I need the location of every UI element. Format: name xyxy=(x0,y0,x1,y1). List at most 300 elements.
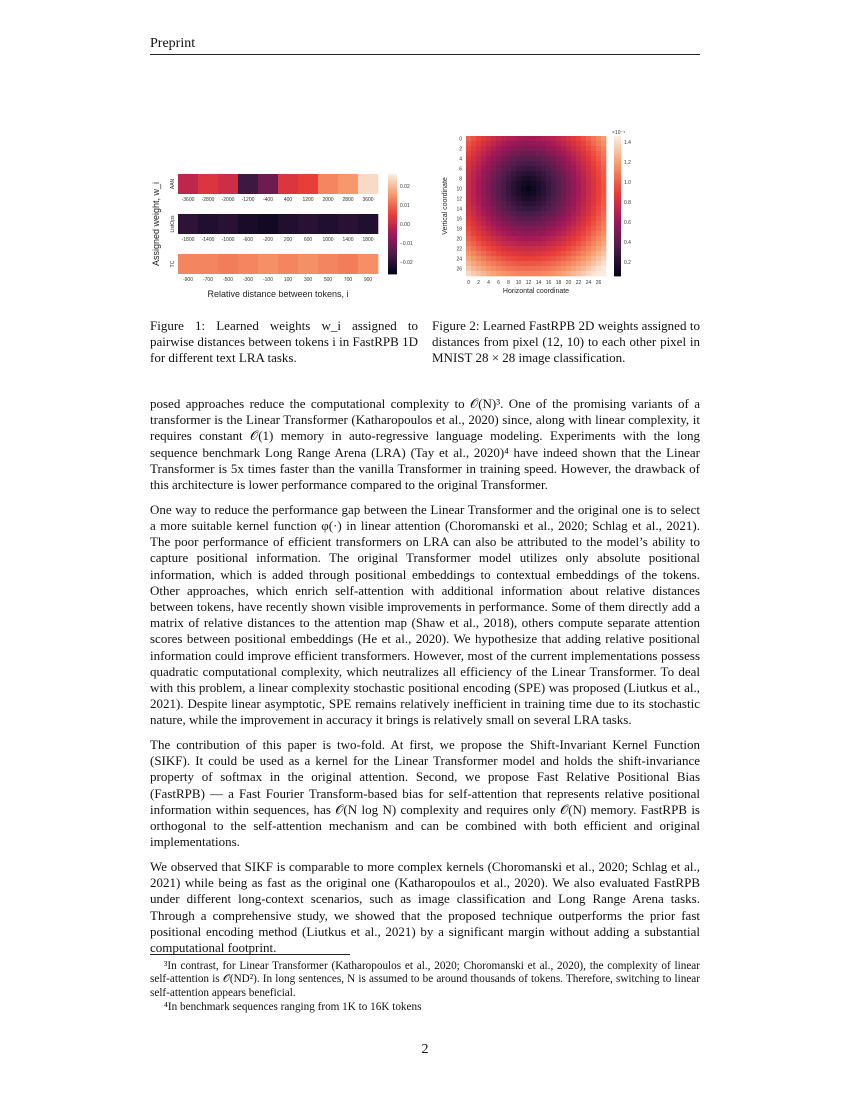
heatmap-cell xyxy=(531,186,536,191)
heatmap-cell xyxy=(576,206,581,211)
x-tick-label: 1400 xyxy=(342,237,354,243)
heatmap-cell xyxy=(511,251,516,256)
colorbar-segment xyxy=(388,264,397,267)
heatmap-cell xyxy=(526,236,531,241)
colorbar-segment xyxy=(388,239,397,242)
heatmap-cell xyxy=(556,256,561,261)
heatmap-cell xyxy=(571,151,576,156)
heatmap-cell xyxy=(556,181,561,186)
colorbar-segment xyxy=(614,223,621,226)
heatmap-cell xyxy=(521,146,526,151)
heatmap-cell xyxy=(576,271,581,276)
heatmap-cell xyxy=(576,216,581,221)
heatmap-cell xyxy=(536,271,541,276)
heatmap-cell xyxy=(556,231,561,236)
heatmap-cell xyxy=(546,271,551,276)
heatmap-cell xyxy=(586,136,591,141)
heatmap-cell xyxy=(198,254,218,274)
heatmap-cell xyxy=(601,166,606,171)
heatmap-cell xyxy=(561,186,566,191)
heatmap-cell xyxy=(521,246,526,251)
heatmap-cell xyxy=(476,141,481,146)
colorbar-segment xyxy=(614,251,621,254)
heatmap-cell xyxy=(526,206,531,211)
x-tick-label: 14 xyxy=(535,280,542,286)
colorbar-segment xyxy=(614,273,621,276)
heatmap-cell xyxy=(536,196,541,201)
x-tick-label: 400 xyxy=(283,197,293,203)
heatmap-cell xyxy=(491,141,496,146)
heatmap-cell xyxy=(511,271,516,276)
heatmap-cell xyxy=(536,176,541,181)
heatmap-cell xyxy=(591,191,596,196)
heatmap-cell xyxy=(506,271,511,276)
colorbar-segment xyxy=(388,204,397,207)
heatmap-cell xyxy=(596,171,601,176)
heatmap-cell xyxy=(546,176,551,181)
heatmap-cell xyxy=(566,161,571,166)
heatmap-cell xyxy=(581,176,586,181)
heatmap-cell xyxy=(481,181,486,186)
heatmap-cell xyxy=(318,214,338,234)
heatmap-cell xyxy=(536,241,541,246)
heatmap-cell xyxy=(466,206,471,211)
heatmap-cell xyxy=(586,236,591,241)
heatmap-cell xyxy=(601,271,606,276)
heatmap-cell xyxy=(521,196,526,201)
heatmap-cell xyxy=(546,196,551,201)
heatmap-cell xyxy=(566,241,571,246)
heatmap-cell xyxy=(526,261,531,266)
colorbar-tick-label: 1.0 xyxy=(624,180,631,186)
heatmap-cell xyxy=(541,226,546,231)
heatmap-cell xyxy=(496,151,501,156)
x-tick-label: 26 xyxy=(595,280,602,286)
x-tick-label: -300 xyxy=(242,277,254,283)
heatmap-cell xyxy=(591,236,596,241)
heatmap-cell xyxy=(506,206,511,211)
heatmap-cell xyxy=(586,256,591,261)
heatmap-cell xyxy=(596,156,601,161)
running-header: Preprint xyxy=(150,36,196,51)
heatmap-cell xyxy=(561,196,566,201)
heatmap-cell xyxy=(581,146,586,151)
heatmap-cell xyxy=(511,201,516,206)
heatmap-cell xyxy=(496,201,501,206)
heatmap-cell xyxy=(501,211,506,216)
heatmap-cell xyxy=(546,171,551,176)
heatmap-cell xyxy=(556,166,561,171)
heatmap-cell xyxy=(536,201,541,206)
heatmap-cell xyxy=(551,161,556,166)
heatmap-cell xyxy=(561,191,566,196)
colorbar-segment xyxy=(388,234,397,237)
heatmap-cell xyxy=(561,251,566,256)
x-tick-label: 100 xyxy=(283,277,293,283)
heatmap-cell xyxy=(531,246,536,251)
colorbar-segment xyxy=(614,156,621,159)
x-tick-label: 24 xyxy=(585,280,592,286)
colorbar-segment xyxy=(614,144,621,147)
heatmap-cell xyxy=(591,261,596,266)
heatmap-cell xyxy=(521,236,526,241)
heatmap-cell xyxy=(591,176,596,181)
heatmap-cell xyxy=(581,206,586,211)
heatmap-cell xyxy=(576,151,581,156)
heatmap-cell xyxy=(471,181,476,186)
heatmap-cell xyxy=(496,271,501,276)
heatmap-cell xyxy=(551,221,556,226)
heatmap-cell xyxy=(566,151,571,156)
heatmap-cell xyxy=(506,136,511,141)
heatmap-cell xyxy=(521,151,526,156)
heatmap-cell xyxy=(491,211,496,216)
heatmap-cell xyxy=(551,246,556,251)
heatmap-cell xyxy=(541,251,546,256)
heatmap-cell xyxy=(511,161,516,166)
heatmap-cell xyxy=(501,186,506,191)
heatmap-cell xyxy=(506,186,511,191)
heatmap-cell xyxy=(496,251,501,256)
heatmap-cell xyxy=(526,171,531,176)
heatmap-cell xyxy=(521,261,526,266)
heatmap-cell xyxy=(566,186,571,191)
heatmap-cell xyxy=(546,231,551,236)
heatmap-cell xyxy=(521,161,526,166)
heatmap-cell xyxy=(561,231,566,236)
heatmap-cell xyxy=(511,246,516,251)
heatmap-cell xyxy=(601,181,606,186)
colorbar-tick-label: 0.01 xyxy=(400,203,410,209)
heatmap-cell xyxy=(491,241,496,246)
colorbar-segment xyxy=(614,254,621,257)
colorbar-segment xyxy=(614,226,621,229)
heatmap-cell xyxy=(471,236,476,241)
heatmap-cell xyxy=(586,161,591,166)
heatmap-cell xyxy=(496,191,501,196)
heatmap-cell xyxy=(591,226,596,231)
heatmap-cell xyxy=(561,241,566,246)
colorbar-segment xyxy=(388,269,397,272)
heatmap-cell xyxy=(541,216,546,221)
heatmap-cell xyxy=(596,181,601,186)
colorbar-segment xyxy=(388,207,397,210)
heatmap-cell xyxy=(526,151,531,156)
heatmap-cell xyxy=(481,146,486,151)
heatmap-cell xyxy=(521,271,526,276)
y-tick-label: 26 xyxy=(456,266,462,273)
heatmap-cell xyxy=(491,146,496,151)
heatmap-cell xyxy=(516,211,521,216)
heatmap-cell xyxy=(531,191,536,196)
heatmap-cell xyxy=(466,186,471,191)
heatmap-cell xyxy=(521,186,526,191)
heatmap-cell xyxy=(576,201,581,206)
heatmap-cell xyxy=(486,201,491,206)
heatmap-cell xyxy=(526,256,531,261)
heatmap-cell xyxy=(511,151,516,156)
colorbar-segment xyxy=(388,209,397,212)
heatmap-cell xyxy=(541,256,546,261)
heatmap-cell xyxy=(218,254,238,274)
y-tick-label: 2 xyxy=(459,146,462,153)
heatmap-cell xyxy=(596,151,601,156)
paragraph-3: The contribution of this paper is two-fold. At first, we propose the Shift-Invariant Kernel Function (SIKF). It could be used as a kernel for the Linear Transformer model and holds the shift-invariance property of softmax in the original attention. Second, we propose Fast Relative Positional Bias (FastRPB) — a Fast Fourier Transform-based bias for self-attention that represents relative positional information within sequences, has 𝒪(N log N) complexity and requires only 𝒪(N) memory. FastRPB is orthogonal to the self-attention mechanism and can be combined with both efficient and original implementations. xyxy=(150,737,700,850)
heatmap-cell xyxy=(481,206,486,211)
heatmap-cell xyxy=(516,166,521,171)
heatmap-cell xyxy=(581,221,586,226)
heatmap-cell xyxy=(521,191,526,196)
heatmap-cell xyxy=(526,176,531,181)
heatmap-cell xyxy=(566,201,571,206)
heatmap-cell xyxy=(481,136,486,141)
heatmap-cell xyxy=(596,186,601,191)
heatmap-cell xyxy=(556,186,561,191)
heatmap-cell xyxy=(516,266,521,271)
heatmap-cell xyxy=(556,191,561,196)
heatmap-cell xyxy=(571,176,576,181)
heatmap-cell xyxy=(531,256,536,261)
heatmap-cell xyxy=(466,266,471,271)
heatmap-cell xyxy=(576,191,581,196)
heatmap-cell xyxy=(466,221,471,226)
heatmap-cell xyxy=(526,211,531,216)
heatmap-cell xyxy=(531,266,536,271)
heatmap-cell xyxy=(541,136,546,141)
heatmap-cell xyxy=(511,206,516,211)
heatmap-cell xyxy=(546,211,551,216)
heatmap-cell xyxy=(471,256,476,261)
heatmap-cell xyxy=(526,181,531,186)
heatmap-cell xyxy=(556,216,561,221)
heatmap-cell xyxy=(596,176,601,181)
heatmap-cell xyxy=(571,231,576,236)
colorbar-segment xyxy=(614,240,621,243)
heatmap-cell xyxy=(556,161,561,166)
x-axis-label: Relative distance between tokens, i xyxy=(207,289,349,299)
heatmap-cell xyxy=(576,166,581,171)
heatmap-cell xyxy=(491,186,496,191)
heatmap-cell xyxy=(601,261,606,266)
heatmap-cell xyxy=(506,156,511,161)
heatmap-cell xyxy=(551,146,556,151)
colorbar-segment xyxy=(614,175,621,178)
heatmap-cell xyxy=(491,176,496,181)
heatmap-cell xyxy=(561,246,566,251)
heatmap-cell xyxy=(596,166,601,171)
heatmap-cell xyxy=(466,236,471,241)
heatmap-cell xyxy=(491,136,496,141)
heatmap-cell xyxy=(531,261,536,266)
heatmap-cell xyxy=(556,151,561,156)
heatmap-cell xyxy=(591,141,596,146)
heatmap-cell xyxy=(491,246,496,251)
heatmap-cell xyxy=(596,266,601,271)
heatmap-cell xyxy=(596,206,601,211)
heatmap-cell xyxy=(466,161,471,166)
heatmap-cell xyxy=(546,266,551,271)
heatmap-cell xyxy=(501,161,506,166)
heatmap-cell xyxy=(596,221,601,226)
heatmap-cell xyxy=(531,201,536,206)
x-tick-label: 300 xyxy=(303,277,313,283)
heatmap-cell xyxy=(566,166,571,171)
heatmap-cell xyxy=(586,181,591,186)
heatmap-cell xyxy=(601,151,606,156)
heatmap-cell xyxy=(551,156,556,161)
heatmap-cell xyxy=(586,221,591,226)
heatmap-cell xyxy=(496,181,501,186)
heatmap-cell xyxy=(541,146,546,151)
heatmap-cell xyxy=(496,141,501,146)
heatmap-cell xyxy=(476,221,481,226)
x-tick-label: -100 xyxy=(262,277,274,283)
heatmap-cell xyxy=(506,146,511,151)
heatmap-cell xyxy=(466,141,471,146)
body-text xyxy=(150,396,700,965)
heatmap-cell xyxy=(471,251,476,256)
figure-1-caption-text: Learned weights w_i assigned to pairwise distances between tokens i in FastRPB 1D for different text LRA tasks. xyxy=(150,318,419,365)
heatmap-cell xyxy=(466,231,471,236)
x-tick-label: 20 xyxy=(565,280,572,286)
heatmap-cell xyxy=(546,256,551,261)
x-tick-label: 600 xyxy=(303,237,313,243)
heatmap-cell xyxy=(298,174,318,194)
heatmap-cell xyxy=(581,201,586,206)
heatmap-cell xyxy=(551,211,556,216)
colorbar-tick-label: 0.8 xyxy=(624,200,631,206)
heatmap-cell xyxy=(358,254,378,274)
heatmap-cell xyxy=(551,196,556,201)
heatmap-cell xyxy=(486,246,491,251)
heatmap-cell xyxy=(591,251,596,256)
heatmap-cell xyxy=(491,236,496,241)
heatmap-cell xyxy=(486,171,491,176)
heatmap-cell xyxy=(481,241,486,246)
heatmap-cell xyxy=(561,216,566,221)
heatmap-cell xyxy=(581,181,586,186)
colorbar-segment xyxy=(614,262,621,265)
heatmap-cell xyxy=(596,191,601,196)
heatmap-cell xyxy=(591,246,596,251)
heatmap-cell xyxy=(516,186,521,191)
heatmap-cell xyxy=(521,266,526,271)
heatmap-cell xyxy=(556,251,561,256)
heatmap-cell xyxy=(586,266,591,271)
heatmap-cell xyxy=(581,156,586,161)
heatmap-cell xyxy=(576,171,581,176)
heatmap-cell xyxy=(511,156,516,161)
heatmap-cell xyxy=(496,196,501,201)
heatmap-cell xyxy=(526,201,531,206)
heatmap-cell xyxy=(581,151,586,156)
heatmap-cell xyxy=(601,211,606,216)
heatmap-cell xyxy=(486,266,491,271)
heatmap-cell xyxy=(501,221,506,226)
heatmap-cell xyxy=(481,256,486,261)
heatmap-cell xyxy=(561,261,566,266)
y-tick-label: 22 xyxy=(456,246,462,253)
heatmap-cell xyxy=(541,266,546,271)
heatmap-cell xyxy=(541,176,546,181)
colorbar-segment xyxy=(388,224,397,227)
heatmap-cell xyxy=(466,181,471,186)
heatmap-cell xyxy=(521,171,526,176)
heatmap-cell xyxy=(521,136,526,141)
heatmap-cell xyxy=(571,261,576,266)
x-tick-label: -700 xyxy=(202,277,214,283)
heatmap-cell xyxy=(486,206,491,211)
heatmap-cell xyxy=(536,171,541,176)
colorbar-segment xyxy=(388,194,397,197)
heatmap-cell xyxy=(576,181,581,186)
colorbar-segment xyxy=(614,265,621,268)
heatmap-cell xyxy=(566,231,571,236)
colorbar-segment xyxy=(614,186,621,189)
x-tick-label: 2800 xyxy=(342,197,354,203)
colorbar-segment xyxy=(388,212,397,215)
heatmap-cell xyxy=(601,216,606,221)
heatmap-cell xyxy=(466,226,471,231)
heatmap-cell xyxy=(556,171,561,176)
heatmap-cell xyxy=(601,266,606,271)
heatmap-cell xyxy=(556,136,561,141)
heatmap-cell xyxy=(601,161,606,166)
heatmap-cell xyxy=(556,226,561,231)
heatmap-cell xyxy=(486,146,491,151)
heatmap-cell xyxy=(471,196,476,201)
x-tick-label: -2000 xyxy=(221,197,235,203)
heatmap-cell xyxy=(526,161,531,166)
heatmap-cell xyxy=(566,216,571,221)
colorbar-segment xyxy=(388,202,397,205)
colorbar-segment xyxy=(388,174,397,177)
heatmap-cell xyxy=(486,181,491,186)
colorbar-segment xyxy=(388,219,397,222)
colorbar-segment xyxy=(614,248,621,251)
heatmap-cell xyxy=(496,156,501,161)
heatmap-cell xyxy=(471,216,476,221)
heatmap-cell xyxy=(581,261,586,266)
x-tick-label: -600 xyxy=(242,237,254,243)
heatmap-cell xyxy=(541,231,546,236)
heatmap-cell xyxy=(258,174,278,194)
heatmap-cell xyxy=(561,141,566,146)
heatmap-cell xyxy=(586,241,591,246)
heatmap-cell xyxy=(516,201,521,206)
heatmap-cell xyxy=(501,166,506,171)
heatmap-cell xyxy=(586,156,591,161)
y-tick-label: 4 xyxy=(459,156,462,163)
heatmap-cell xyxy=(566,236,571,241)
heatmap-cell xyxy=(541,171,546,176)
footnote-3: ³In contrast, for Linear Transformer (Katharopoulos et al., 2020; Choromanski et al., 2020), the complexity of linear self-attention is 𝒪(ND²). In long sentences, N is assumed to be around thousands of tokens. Therefore, switching to linear self-attention appears beneficial. xyxy=(150,960,700,999)
heatmap-cell xyxy=(571,226,576,231)
heatmap-cell xyxy=(571,241,576,246)
paragraph-2: One way to reduce the performance gap between the Linear Transformer and the original one is to select a more suitable kernel function φ(·) in linear attention (Choromanski et al., 2020; Schlag et al., 2021). The poor performance of efficient transformers on LRA can also be attributed to the model’s ability to capture positional information. The original Transformer model utilizes only absolute positional information, which is added through positional embeddings to contextual embeddings of the tokens. Other approaches, which enrich self-attention with additional information about relative distances between tokens, have recently shown visible improvements in performance. Some of them directly add a matrix of relative distances to the attention map (Shaw et al., 2018), others compute separate attention scores between positional embeddings (He et al., 2020). We hypothesize that adding relative positional information could improve efficient transformers. However, most of the current implementations possess quadratic computational complexity, which neutralizes all efficiency of the Linear Transformer. To deal with this problem, a linear complexity stochastic positional encoding (SPE) was proposed (Liutkus et al., 2021). Despite linear asymptotic, SPE remains relatively inefficient in training time due to its stochastic nature, while the improvement in accuracy it brings is relatively small on several LRA tasks. xyxy=(150,501,700,728)
heatmap-cell xyxy=(471,201,476,206)
heatmap-cell xyxy=(481,266,486,271)
heatmap-cell xyxy=(596,231,601,236)
colorbar-segment xyxy=(388,227,397,230)
heatmap-cell xyxy=(496,256,501,261)
heatmap-cell xyxy=(501,136,506,141)
heatmap-cell xyxy=(471,206,476,211)
heatmap-cell xyxy=(506,171,511,176)
heatmap-cell xyxy=(491,231,496,236)
x-tick-label: 500 xyxy=(323,277,333,283)
heatmap-cell xyxy=(476,246,481,251)
